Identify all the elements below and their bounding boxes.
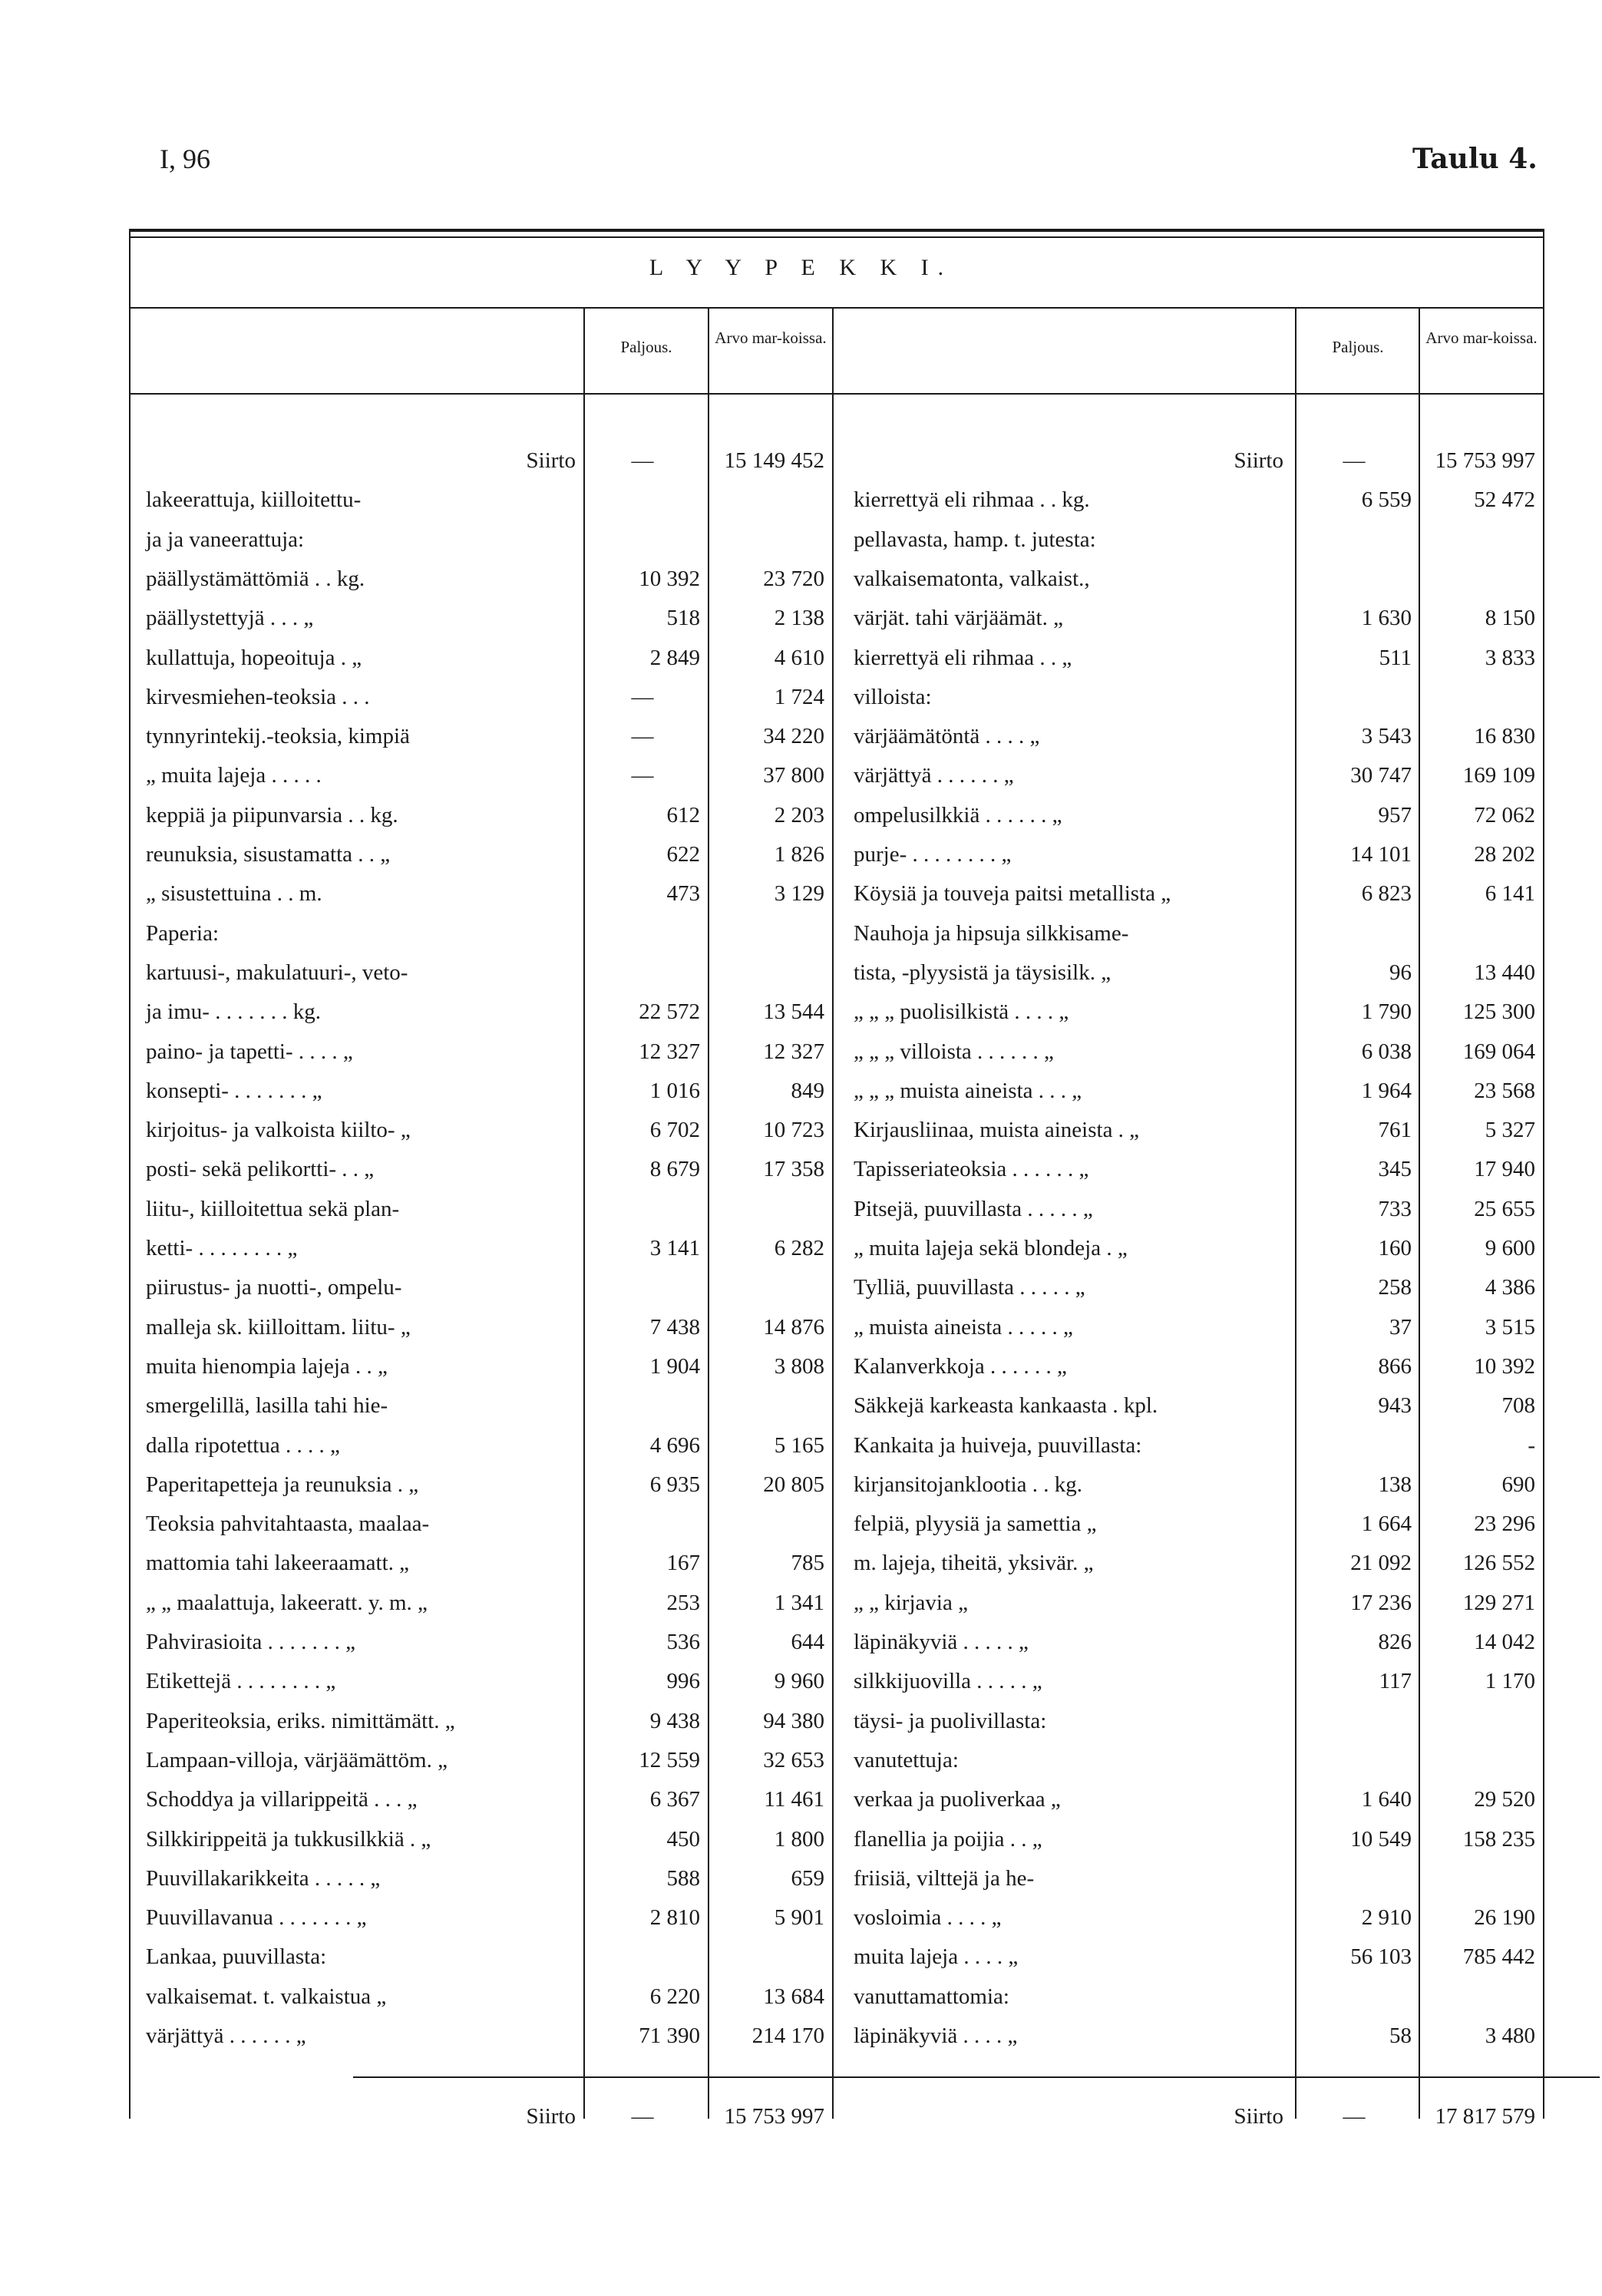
- row-label: Paperitapetteja ja reunuksia . „: [146, 1472, 419, 1497]
- row-label: muita lajeja . . . . „: [854, 1944, 1019, 1970]
- row-label: Pitsejä, puuvillasta . . . . . „: [854, 1196, 1093, 1221]
- row-label: värjättyä . . . . . . „: [854, 763, 1014, 788]
- row-value: 1 724: [774, 684, 824, 709]
- row-qty: 7 438: [649, 1314, 700, 1340]
- row-value: 6 141: [1485, 881, 1535, 907]
- row-qty: 957: [1378, 802, 1412, 828]
- row-value: 17 358: [763, 1157, 824, 1182]
- row-value: 23 296: [1474, 1511, 1535, 1537]
- row-label: ketti- . . . . . . . . „: [146, 1236, 298, 1260]
- row-qty: 1 640: [1361, 1787, 1412, 1812]
- table-title: L Y Y P E K K I.: [649, 255, 953, 280]
- row-qty: 588: [666, 1865, 700, 1891]
- row-value: 1 826: [774, 842, 824, 867]
- row-qty: —: [631, 2104, 654, 2129]
- row-value: 3 480: [1485, 2023, 1535, 2048]
- row-label: villoista:: [854, 684, 932, 709]
- row-qty: 1 016: [649, 1078, 700, 1103]
- row-qty: 12 327: [639, 1039, 700, 1064]
- row-value: 169 064: [1462, 1039, 1535, 1064]
- right-value-header: Arvo mar-koissa.: [1425, 329, 1538, 347]
- row-qty: 12 559: [639, 1747, 700, 1772]
- row-label: vanuttamattomia:: [854, 1984, 1009, 2009]
- row-label: mattomia tahi lakeeraamatt. „: [146, 1551, 410, 1576]
- row-label: kartuusi-, makulatuuri-, veto-: [146, 960, 408, 985]
- row-qty: 71 390: [639, 2023, 700, 2048]
- row-qty: 22 572: [639, 999, 700, 1025]
- left-value-header: Arvo mar-koissa.: [715, 329, 827, 347]
- row-label: Lankaa, puuvillasta:: [146, 1944, 327, 1970]
- row-qty: 9 438: [649, 1708, 700, 1733]
- row-qty: 1 790: [1361, 999, 1412, 1025]
- row-label: paino- ja tapetti- . . . . „: [146, 1039, 353, 1064]
- row-value: 15 753 997: [1435, 448, 1535, 473]
- row-qty: 4 696: [649, 1432, 700, 1458]
- row-value: 13 684: [763, 1984, 824, 2009]
- row-value: 26 190: [1474, 1905, 1535, 1931]
- row-label: felpiä, plyysiä ja samettia „: [854, 1511, 1097, 1537]
- row-value: 23 568: [1474, 1078, 1535, 1103]
- row-value: 14 876: [763, 1314, 824, 1340]
- row-value: 8 150: [1485, 606, 1535, 631]
- row-qty: 6 367: [649, 1787, 700, 1812]
- row-label: m. lajeja, tiheitä, yksivär. „: [854, 1551, 1094, 1576]
- row-label: „ muita lajeja . . . . .: [146, 763, 322, 788]
- row-value: 2 203: [774, 802, 824, 828]
- row-label: värjät. tahi värjäämät. „: [854, 606, 1063, 631]
- row-qty: 511: [1379, 645, 1412, 670]
- row-label: Silkkirippeitä ja tukkusilkkiä . „: [146, 1826, 431, 1852]
- row-qty: 21 092: [1350, 1551, 1412, 1576]
- row-qty: 3 543: [1361, 724, 1412, 749]
- row-value: 1 800: [774, 1826, 824, 1852]
- row-label: ja imu- . . . . . . . kg.: [146, 999, 321, 1025]
- row-qty: 96: [1389, 960, 1412, 985]
- row-qty: 14 101: [1350, 842, 1412, 867]
- row-label: „ „ „ puolisilkistä . . . . „: [854, 999, 1069, 1025]
- row-label: „ muista aineista . . . . . „: [854, 1314, 1073, 1340]
- row-label: värjättyä . . . . . . „: [146, 2023, 306, 2048]
- row-qty: 1 904: [649, 1353, 700, 1379]
- row-qty: 996: [666, 1669, 700, 1694]
- row-label: tista, -plyysistä ja täysisilk. „: [854, 960, 1111, 985]
- row-value: 785 442: [1462, 1944, 1535, 1970]
- row-value: 785: [791, 1551, 824, 1576]
- row-value: 644: [791, 1630, 824, 1654]
- row-qty: 1 664: [1361, 1511, 1412, 1537]
- row-label: keppiä ja piipunvarsia . . kg.: [146, 802, 398, 828]
- row-label: smergelillä, lasilla tahi hie-: [146, 1393, 388, 1419]
- row-qty: 450: [666, 1826, 700, 1852]
- row-label: kullattuja, hopeoituja . „: [146, 645, 362, 670]
- right-qty-header: Paljous.: [1332, 338, 1384, 356]
- row-label: „ muita lajeja sekä blondeja . „: [854, 1236, 1128, 1260]
- row-qty: 6 559: [1361, 487, 1412, 513]
- row-qty: 612: [666, 802, 700, 828]
- row-label: dalla ripotettua . . . . „: [146, 1432, 340, 1458]
- table-top-rule-thin: [129, 236, 1544, 238]
- row-qty: 943: [1378, 1393, 1412, 1419]
- row-label: valkaisematonta, valkaist.,: [854, 566, 1090, 591]
- row-value: 1 341: [774, 1590, 824, 1615]
- row-label: pellavasta, hamp. t. jutesta:: [854, 527, 1096, 552]
- row-qty: —: [1343, 2104, 1366, 2129]
- row-label: vanutettuja:: [854, 1747, 959, 1772]
- row-label: päällystettyjä . . . „: [146, 606, 314, 631]
- row-label: Lampaan-villoja, värjäämättöm. „: [146, 1747, 448, 1772]
- page-header-right: Taulu 4.: [1412, 143, 1538, 175]
- row-value: 3 129: [774, 881, 824, 907]
- row-label: Puuvillavanua . . . . . . . „: [146, 1905, 367, 1931]
- row-label: Kankaita ja huiveja, puuvillasta:: [854, 1432, 1142, 1458]
- row-qty: 10 549: [1350, 1826, 1412, 1852]
- row-value: 25 655: [1474, 1196, 1535, 1221]
- row-value: 94 380: [763, 1708, 824, 1733]
- row-value: 17 817 579: [1435, 2104, 1535, 2129]
- row-qty: —: [631, 448, 654, 473]
- row-label: kierrettyä eli rihmaa . . kg.: [854, 487, 1090, 513]
- row-qty: 2 849: [649, 645, 700, 670]
- row-label: kirjoitus- ja valkoista kiilto- „: [146, 1118, 411, 1143]
- row-qty: 117: [1379, 1669, 1412, 1694]
- row-label: läpinäkyviä . . . . „: [854, 2023, 1018, 2048]
- table-outer-left: [129, 229, 130, 2119]
- row-label: „ „ „ villoista . . . . . . „: [854, 1039, 1054, 1064]
- row-value: 3 808: [774, 1353, 824, 1379]
- row-value: 16 830: [1474, 724, 1535, 749]
- row-qty: 167: [666, 1551, 700, 1576]
- left-bottom-rule: [353, 2076, 1600, 2078]
- row-label: „ „ maalattuja, lakeeratt. y. m. „: [146, 1590, 428, 1615]
- row-label: flanellia ja poijia . . „: [854, 1826, 1042, 1852]
- row-value: 849: [791, 1078, 824, 1103]
- row-value: 659: [791, 1865, 824, 1891]
- row-value: 169 109: [1462, 763, 1535, 788]
- row-label: muita hienompia lajeja . . „: [146, 1353, 388, 1379]
- row-qty: 6 702: [649, 1118, 700, 1143]
- row-label: posti- sekä pelikortti- . . „: [146, 1157, 375, 1182]
- row-value: 3 515: [1485, 1314, 1535, 1340]
- row-value: 28 202: [1474, 842, 1535, 867]
- row-label: Teoksia pahvitahtaasta, maalaa-: [146, 1511, 430, 1537]
- row-value: 17 940: [1474, 1157, 1535, 1182]
- table-outer-right: [1543, 229, 1544, 2119]
- row-label: Paperiteoksia, eriks. nimittämätt. „: [146, 1708, 455, 1733]
- row-label: Etikettejä . . . . . . . . „: [146, 1669, 336, 1694]
- row-label: silkkijuovilla . . . . . „: [854, 1669, 1042, 1694]
- row-label: „ sisustettuina . . m.: [146, 881, 322, 907]
- row-label: piirustus- ja nuotti-, ompelu-: [146, 1275, 402, 1300]
- header-rule: [129, 393, 1544, 395]
- row-qty: 3 141: [649, 1236, 700, 1260]
- row-label: Paperia:: [146, 920, 220, 946]
- left-qty-header: Paljous.: [620, 338, 672, 356]
- row-label: Puuvillakarikkeita . . . . . „: [146, 1865, 381, 1891]
- row-label: purje- . . . . . . . . „: [854, 842, 1012, 867]
- row-qty: 2 810: [649, 1905, 700, 1931]
- row-label: tynnyrintekij.-teoksia, kimpiä: [146, 724, 410, 749]
- row-qty: 2 910: [1361, 1905, 1412, 1931]
- row-value: 4 610: [774, 645, 824, 670]
- row-value: 15 753 997: [724, 2104, 824, 2129]
- row-label: Tapisseriateoksia . . . . . . „: [854, 1157, 1089, 1182]
- row-value: 5 901: [774, 1905, 824, 1931]
- row-label: Kalanverkkoja . . . . . . „: [854, 1353, 1067, 1379]
- row-value: 9 600: [1485, 1236, 1535, 1260]
- row-qty: 8 679: [649, 1157, 700, 1182]
- row-label: kirvesmiehen-teoksia . . .: [146, 684, 370, 709]
- row-qty: 733: [1378, 1196, 1412, 1221]
- row-value: 3 833: [1485, 645, 1535, 670]
- row-qty: 30 747: [1350, 763, 1412, 788]
- row-qty: 253: [666, 1590, 700, 1615]
- row-value: 4 386: [1485, 1275, 1535, 1300]
- row-qty: 10 392: [639, 566, 700, 591]
- row-value: 9 960: [774, 1669, 824, 1694]
- row-qty: 866: [1378, 1353, 1412, 1379]
- row-qty: —: [631, 684, 654, 709]
- row-qty: 56 103: [1350, 1944, 1412, 1970]
- page-header-left: I, 96: [160, 144, 210, 174]
- row-label: malleja sk. kiilloittam. liitu- „: [146, 1314, 411, 1340]
- row-value: 125 300: [1462, 999, 1535, 1025]
- row-label: täysi- ja puolivillasta:: [854, 1708, 1047, 1733]
- row-qty: 622: [666, 842, 700, 867]
- row-label: konsepti- . . . . . . . „: [146, 1078, 322, 1103]
- row-value: 52 472: [1474, 487, 1535, 513]
- row-value: 10 723: [763, 1118, 824, 1143]
- row-qty: 6 038: [1361, 1039, 1412, 1064]
- row-label: lakeerattuja, kiilloitettu-: [146, 487, 362, 513]
- row-value: 29 520: [1474, 1787, 1535, 1812]
- row-label: kirjansitojanklootia . . kg.: [854, 1472, 1083, 1497]
- row-label: ja ja vaneerattuja:: [146, 527, 305, 552]
- row-label: Säkkejä karkeasta kankaasta . kpl.: [854, 1393, 1158, 1419]
- row-value: 32 653: [763, 1747, 824, 1772]
- row-qty: 761: [1378, 1118, 1412, 1143]
- row-label: kierrettyä eli rihmaa . . „: [854, 645, 1072, 670]
- row-label: Kirjausliinaa, muista aineista . „: [854, 1118, 1140, 1143]
- row-value: 214 170: [751, 2023, 824, 2048]
- row-label: liitu-, kiilloitettua sekä plan-: [146, 1196, 400, 1221]
- row-label: Tylliä, puuvillasta . . . . . „: [854, 1275, 1085, 1300]
- row-label: vosloimia . . . . „: [854, 1905, 1002, 1931]
- row-qty: 160: [1378, 1236, 1412, 1260]
- row-label: reunuksia, sisustamatta . . „: [146, 842, 391, 867]
- row-qty: 258: [1378, 1275, 1412, 1300]
- row-value: 708: [1501, 1393, 1535, 1419]
- row-label: läpinäkyviä . . . . . „: [854, 1630, 1029, 1654]
- row-qty: 826: [1378, 1630, 1412, 1654]
- row-value: 126 552: [1462, 1551, 1535, 1576]
- center-divider: [832, 307, 834, 2119]
- row-label: „ „ „ muista aineista . . . „: [854, 1078, 1082, 1103]
- row-value: 14 042: [1474, 1630, 1535, 1654]
- row-value: 37 800: [763, 763, 824, 788]
- row-label: Nauhoja ja hipsuja silkkisame-: [854, 920, 1129, 946]
- row-label: Köysiä ja touveja paitsi metallista „: [854, 881, 1171, 907]
- row-value: -: [1528, 1432, 1535, 1458]
- row-value: 72 062: [1474, 802, 1535, 828]
- row-qty: 6 935: [649, 1472, 700, 1497]
- row-qty: —: [1343, 448, 1366, 473]
- row-value: 34 220: [763, 724, 824, 749]
- row-label: päällystämättömiä . . kg.: [146, 566, 365, 591]
- row-qty: 6 220: [649, 1984, 700, 2009]
- row-value: 129 271: [1462, 1590, 1535, 1615]
- row-qty: 1 964: [1361, 1078, 1412, 1103]
- row-value: 13 544: [763, 999, 824, 1025]
- row-label: valkaisemat. t. valkaistua „: [146, 1984, 387, 2009]
- row-value: 11 461: [764, 1787, 824, 1812]
- row-qty: —: [631, 724, 654, 749]
- row-qty: —: [631, 763, 654, 788]
- row-label: „ „ kirjavia „: [854, 1590, 968, 1615]
- row-qty: 536: [666, 1630, 700, 1654]
- row-value: 10 392: [1474, 1353, 1535, 1379]
- row-label: verkaa ja puoliverkaa „: [854, 1787, 1061, 1812]
- row-qty: 58: [1389, 2023, 1412, 2048]
- row-qty: 518: [666, 606, 700, 631]
- row-value: 2 138: [774, 606, 824, 631]
- row-value: 13 440: [1474, 960, 1535, 985]
- row-label: värjäämätöntä . . . . „: [854, 724, 1040, 749]
- row-label: Siirto: [526, 2104, 576, 2129]
- row-label: ompelusilkkiä . . . . . . „: [854, 802, 1062, 828]
- row-label: Siirto: [1234, 2104, 1283, 2129]
- row-qty: 1 630: [1361, 606, 1412, 631]
- row-value: 6 282: [774, 1236, 824, 1260]
- row-qty: 6 823: [1361, 881, 1412, 907]
- row-label: friisiä, vilttejä ja he-: [854, 1865, 1035, 1891]
- row-value: 690: [1501, 1472, 1535, 1497]
- row-qty: 138: [1378, 1472, 1412, 1497]
- row-value: 5 327: [1485, 1118, 1535, 1143]
- row-value: 5 165: [774, 1432, 824, 1458]
- row-value: 15 149 452: [724, 448, 824, 473]
- row-qty: 473: [666, 881, 700, 907]
- row-value: 20 805: [763, 1472, 824, 1497]
- row-label: Pahvirasioita . . . . . . . „: [146, 1630, 356, 1654]
- row-label: Schoddya ja villarippeitä . . . „: [146, 1787, 418, 1812]
- table-top-rule: [129, 229, 1544, 232]
- row-label: Siirto: [1234, 448, 1283, 473]
- title-rule: [129, 307, 1544, 309]
- row-value: 1 170: [1485, 1669, 1535, 1694]
- row-qty: 17 236: [1350, 1590, 1412, 1615]
- row-qty: 345: [1378, 1157, 1412, 1182]
- row-label: Siirto: [526, 448, 576, 473]
- row-value: 23 720: [763, 566, 824, 591]
- row-qty: 37: [1389, 1314, 1412, 1340]
- row-value: 12 327: [763, 1039, 824, 1064]
- row-value: 158 235: [1462, 1826, 1535, 1852]
